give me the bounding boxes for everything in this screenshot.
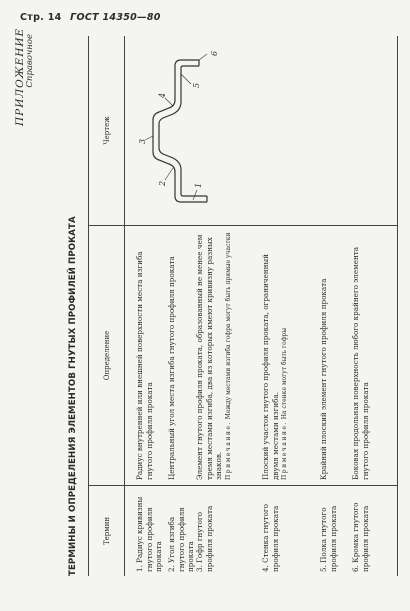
term-cell: 6. Кромка гнутого профиля проката — [351, 502, 370, 572]
definition-cell — [261, 232, 289, 480]
column-header-term: Термин — [89, 486, 125, 576]
drawing-label: 6 — [210, 50, 219, 56]
note-text: На стенке могут быть гофры — [281, 327, 289, 420]
standard-number: ГОСТ 14350—80 — [70, 12, 161, 23]
definition-text: Плоский участок гнутого профиля проката, ограниченный двумя местами изгиба. — [261, 254, 280, 480]
definition-cell: Боковая продольная поверхность любого крайнего элемента гнутого профиля проката — [351, 246, 370, 480]
term-cell: 5. Полка гнутого профиля проката — [319, 505, 338, 572]
table-title: ТЕРМИНЫ И ОПРЕДЕЛЕНИЯ ЭЛЕМЕНТОВ ГНУТЫХ ПРОФИЛЕЙ ПРОКАТА — [68, 216, 78, 576]
definition-cell: Радиус внутренней или внешней поверхности места изгиба гнутого профиля проката — [135, 251, 154, 480]
note-label: Примечание. — [225, 421, 233, 480]
definition-cell — [195, 232, 233, 480]
appendix-title: ПРИЛОЖЕНИЕ — [14, 27, 26, 126]
column-header-drawing: Чертеж — [89, 36, 125, 226]
term-cell: 1. Радиус кривизны гнутого профиля проката — [135, 496, 164, 572]
page-header — [20, 12, 166, 23]
definition-note — [225, 232, 233, 480]
drawing-label: 2 — [158, 180, 167, 186]
appendix-heading — [14, 27, 36, 126]
rotated-content — [6, 27, 406, 594]
definition-text: Элемент гнутого профиля проката, образованный не менее чем тремя местами изгиба, два из которых имеют кривизну разных знаков. — [195, 234, 224, 480]
drawing-label: 5 — [192, 82, 201, 88]
note-text: Между местами изгиба гофра могут быть прямые участки — [225, 232, 233, 420]
definition-cell: Центральный угол места изгиба гнутого профиля проката — [167, 256, 176, 480]
drawing-label: 1 — [194, 182, 203, 188]
column-divider — [125, 485, 397, 486]
drawing-label: 4 — [158, 92, 167, 98]
column-divider — [125, 225, 397, 226]
column-header-definition: Определение — [89, 226, 125, 486]
leader-lines — [145, 54, 207, 200]
drawing-label: 3 — [138, 138, 147, 144]
terms-table — [88, 36, 398, 576]
term-cell: 2. Угол изгиба гнутого профиля проката — [167, 507, 196, 572]
note-label: Примечание. — [281, 421, 289, 480]
page-number: Стр. 14 — [20, 12, 62, 23]
profile-drawing — [137, 46, 227, 216]
appendix-subtitle: Справочное — [25, 34, 36, 88]
definition-note — [281, 232, 289, 480]
definition-cell: Крайний плоский элемент гнутого профиля проката — [319, 278, 328, 480]
term-cell: 4. Стенка гнутого профиля проката — [261, 504, 280, 572]
term-cell: 3. Гофр гнутого профиля проката — [195, 505, 214, 572]
